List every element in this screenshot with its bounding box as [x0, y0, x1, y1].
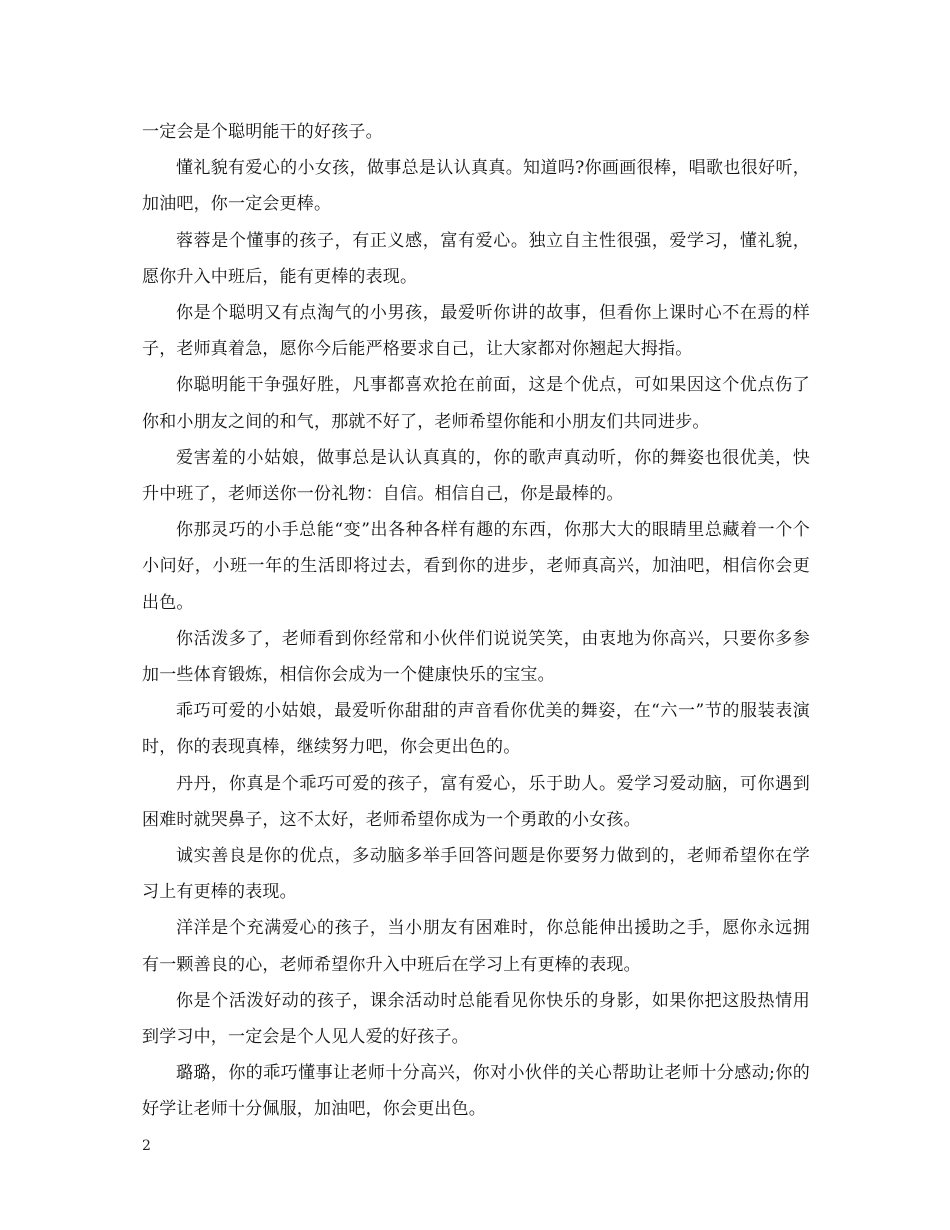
paragraph: 璐璐，你的乖巧懂事让老师十分高兴，你对小伙伴的关心帮助让老师十分感动;你的好学让老师十分佩服，加油吧，你会更出色。: [142, 1063, 810, 1120]
paragraph: 乖巧可爱的小姑娘，最爱听你甜甜的声音看你优美的舞姿，在“六一”节的服装表演时，你的表现真棒，继续努力吧，你会更出色的。: [142, 701, 810, 758]
paragraph: 你活泼多了，老师看到你经常和小伙伴们说说笑笑，由衷地为你高兴，只要你多参加一些体育锻炼，相信你会成为一个健康快乐的宝宝。: [142, 628, 810, 686]
paragraph: 丹丹，你真是个乖巧可爱的孩子，富有爱心，乐于助人。爱学习爱动脑，可你遇到困难时就哭鼻子，这不太好，老师希望你成为一个勇敢的小女孩。: [142, 773, 810, 830]
document-body: [142, 114, 810, 1128]
paragraph: 你聪明能干争强好胜，凡事都喜欢抢在前面，这是个优点，可如果因这个优点伤了你和小朋友之间的和气，那就不好了，老师希望你能和小朋友们共同进步。: [142, 375, 810, 432]
paragraph: 你是个聪明又有点淘气的小男孩，最爱听你讲的故事，但看你上课时心不在焉的样子，老师真着急，愿你今后能严格要求自己，让大家都对你翘起大拇指。: [142, 303, 810, 360]
paragraph: 爱害羞的小姑娘，做事总是认认真真的，你的歌声真动听，你的舞姿也很优美，快升中班了，老师送你一份礼物：自信。相信自己，你是最棒的。: [142, 447, 810, 505]
paragraph: 诚实善良是你的优点，多动脑多举手回答问题是你要努力做到的，老师希望你在学习上有更棒的表现。: [142, 846, 810, 903]
paragraph: 蓉蓉是个懂事的孩子，有正义感，富有爱心。独立自主性很强，爱学习，懂礼貌，愿你升入中班后，能有更棒的表现。: [142, 230, 810, 287]
paragraph: 你是个活泼好动的孩子，课余活动时总能看见你快乐的身影，如果你把这股热情用到学习中，一定会是个人见人爱的好孩子。: [142, 990, 810, 1048]
page-number: 2: [142, 1138, 151, 1154]
paragraph: 懂礼貌有爱心的小女孩，做事总是认认真真。知道吗?你画画很棒，唱歌也很好听，加油吧，你一定会更棒。: [142, 158, 810, 215]
paragraph-continuation: 一定会是个聪明能干的好孩子。: [142, 122, 383, 142]
paragraph: 你那灵巧的小手总能“变”出各种各样有趣的东西，你那大大的眼睛里总藏着一个个小问好，小班一年的生活即将过去，看到你的进步，老师真高兴，加油吧，相信你会更出色。: [142, 520, 810, 613]
paragraph: 洋洋是个充满爱心的孩子，当小朋友有困难时，你总能伸出援助之手，愿你永远拥有一颗善良的心，老师希望你升入中班后在学习上有更棒的表现。: [142, 918, 810, 975]
